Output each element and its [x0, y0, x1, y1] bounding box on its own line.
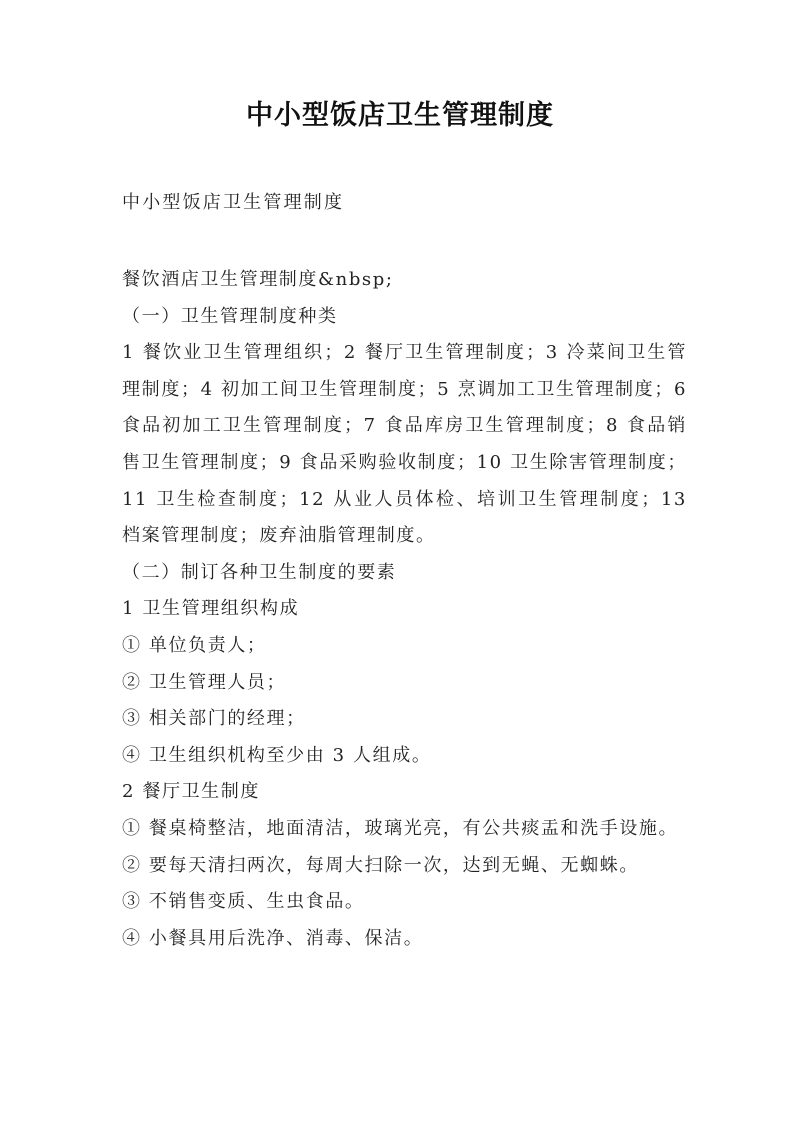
- list-item: ③ 相关部门的经理；: [122, 708, 306, 730]
- document-title: 中小型饭店卫生管理制度: [246, 100, 554, 131]
- list-item: ② 要每天清扫两次，每周大扫除一次，达到无蝇、无蜘蛛。: [122, 854, 639, 876]
- list-item: ③ 不销售变质、生虫食品。: [122, 891, 365, 913]
- list-item: ① 单位负责人；: [122, 634, 267, 656]
- list-item: ② 卫生管理人员；: [122, 671, 287, 693]
- document-subtitle: 中小型饭店卫生管理制度: [122, 192, 345, 213]
- list-item: ④ 卫生组织机构至少由 3 人组成。: [122, 744, 432, 766]
- list-item: ① 餐桌椅整洁，地面清洁，玻璃光亮，有公共痰盂和洗手设施。: [122, 817, 679, 839]
- section-heading: （一）卫生管理制度种类: [122, 305, 338, 327]
- paragraph: 餐饮酒店卫生管理制度&nbsp;: [122, 269, 394, 290]
- subsection-heading: 2 餐厅卫生制度: [122, 781, 260, 803]
- section-heading: （二）制订各种卫生制度的要素: [122, 561, 397, 583]
- subsection-heading: 1 卫生管理组织构成: [122, 598, 300, 620]
- document-body: [122, 262, 687, 957]
- paragraph: 1 餐饮业卫生管理组织；2 餐厅卫生管理制度；3 冷菜间卫生管理制度；4 初加工间卫生管理制度；5 烹调加工卫生管理制度；6 食品初加工卫生管理制度；7 食品库房卫生管理制度；8 食品销售卫生管理制度；9 食品采购验收制度；10 卫生除害管理制度；11 卫生检查制度；12 从业人员体检、培训卫生管理制度；13 档案管理制度；废弃油脂管理制度。: [122, 342, 687, 547]
- list-item: ④ 小餐具用后洗净、消毒、保洁。: [122, 927, 424, 949]
